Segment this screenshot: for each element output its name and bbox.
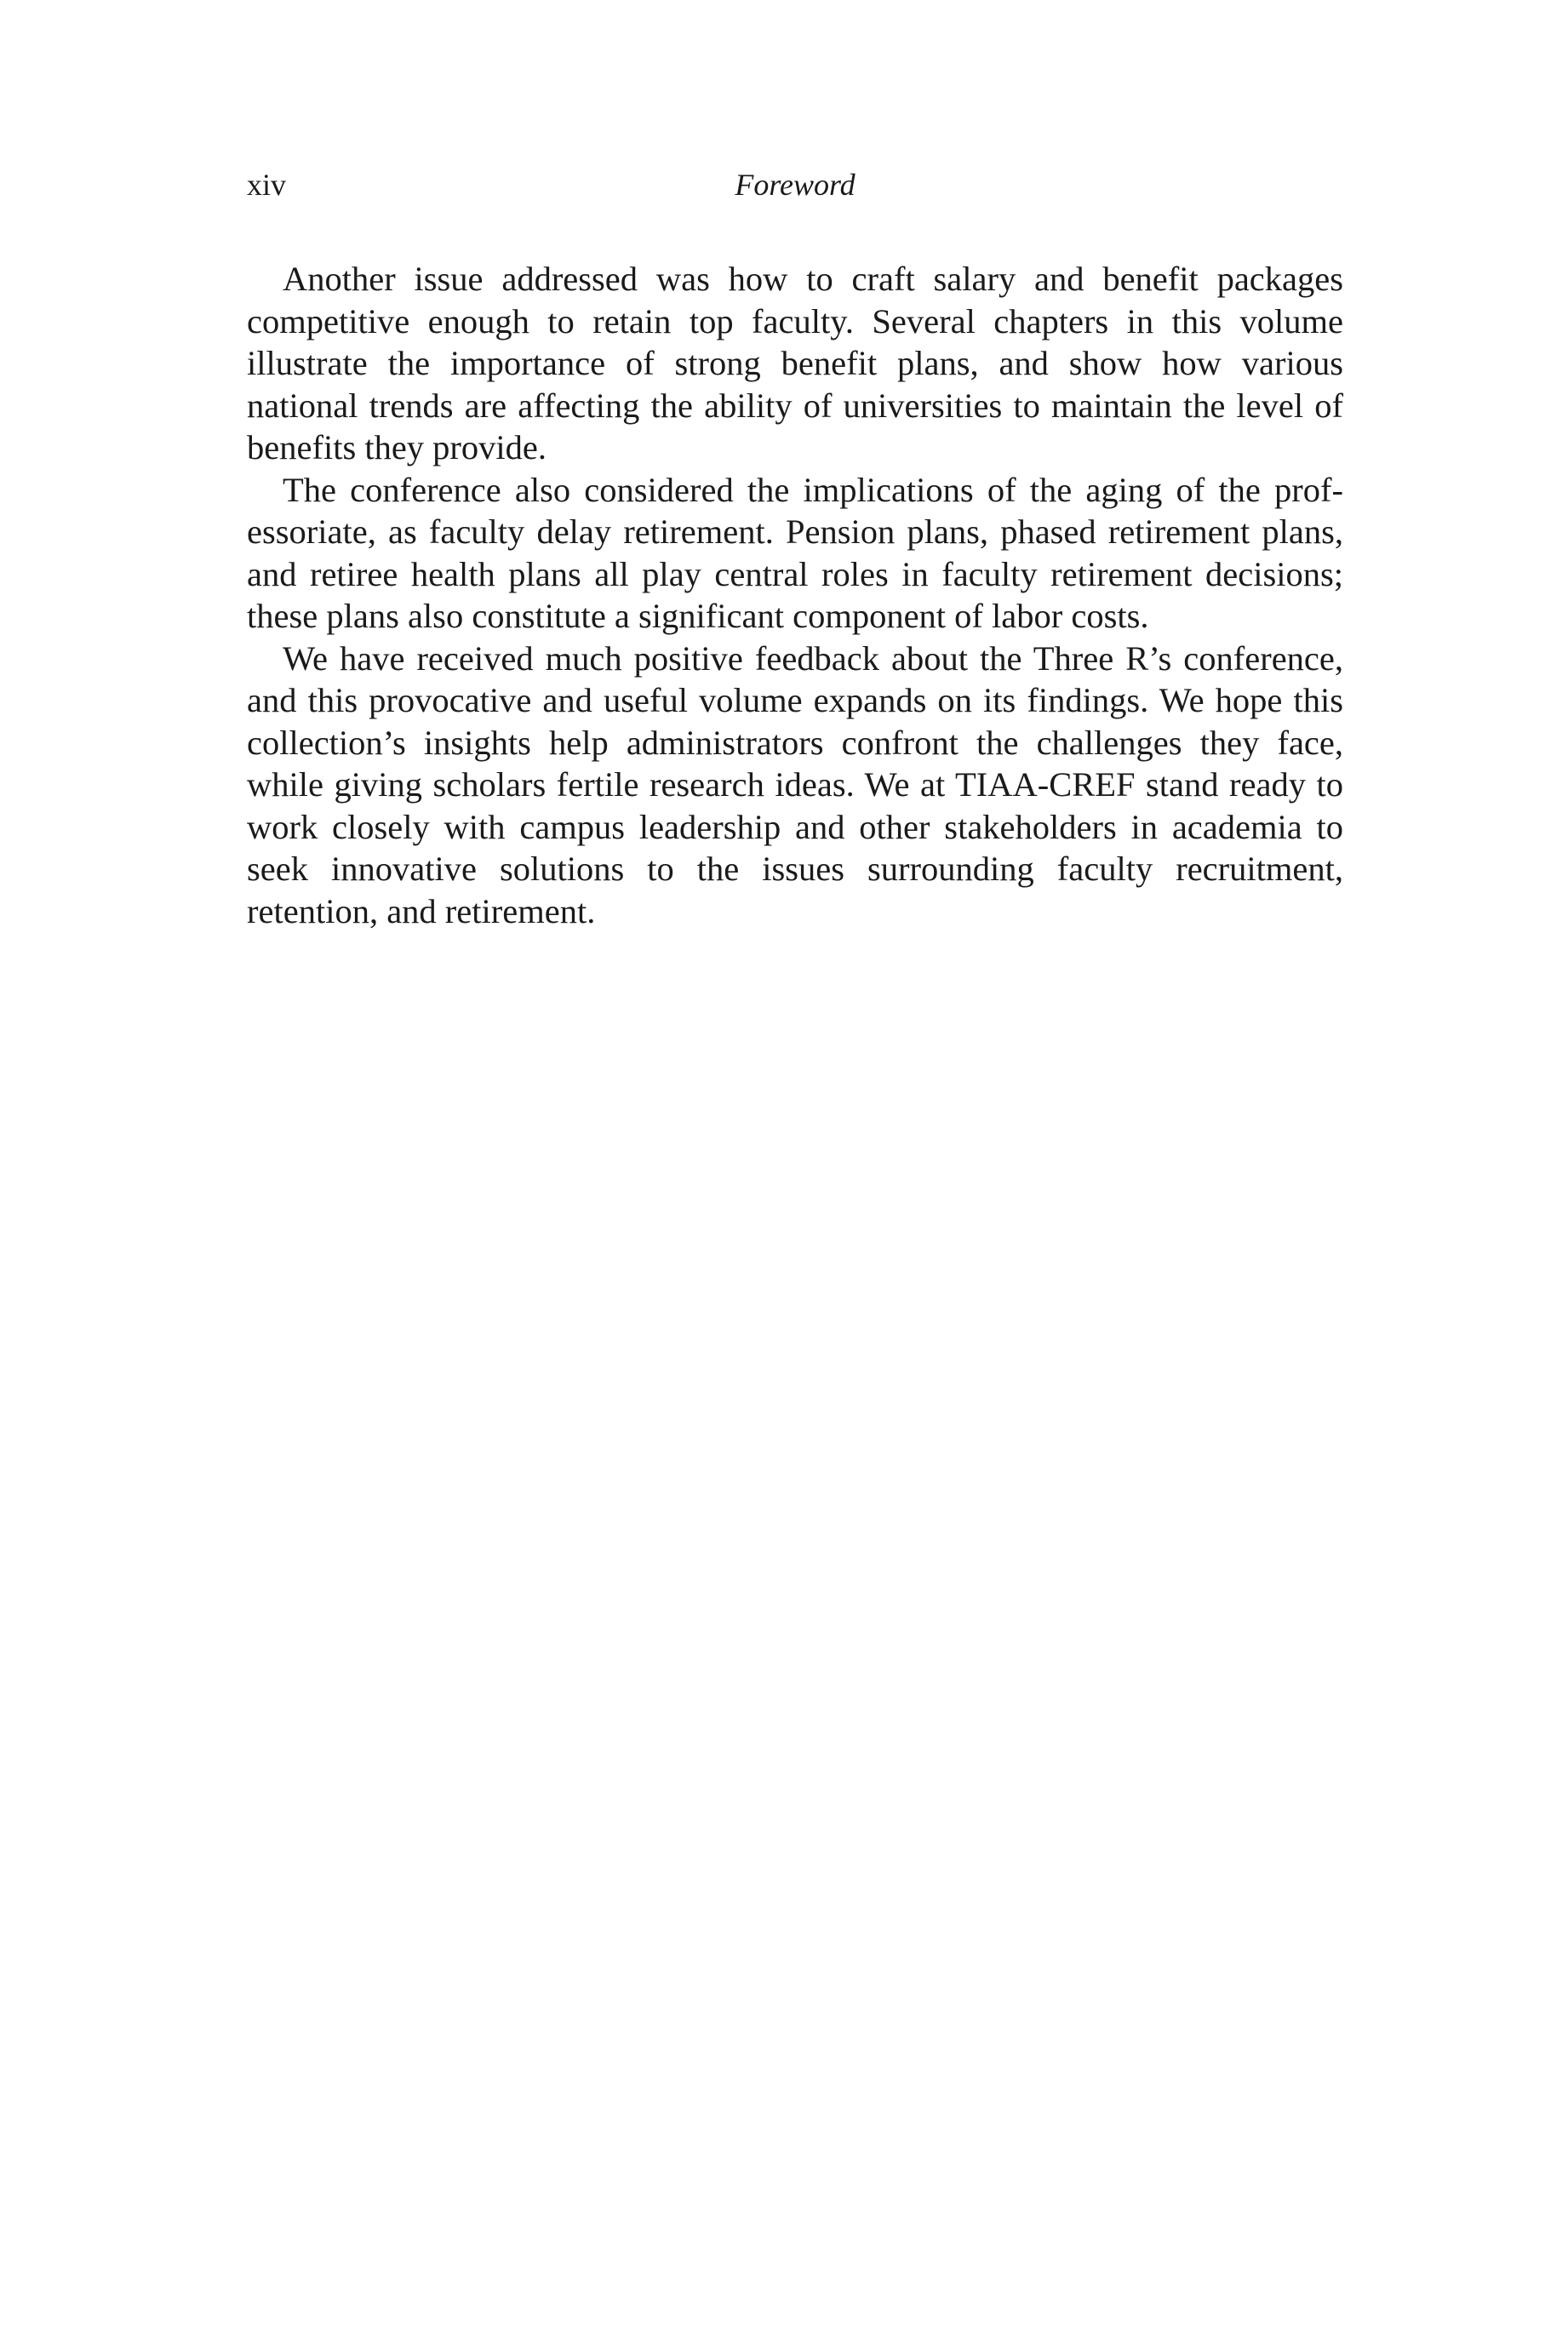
running-head: [247, 167, 1343, 218]
paragraph-conclusion: We have received much positive feedback about the Three R’s conference, and this provocative and useful volume expands on its findings. We hope this collection’s insights help administrators confront the challenges they face, while giving scholars fertile research ideas. We at TIAA-CREF stand ready to work closely with campus leadership and other stakeholders in academia to seek innovative solutions to the issues surrounding faculty recruitment, retention, and retirement.: [247, 638, 1343, 930]
book-page: [247, 167, 1343, 932]
page-number: xiv: [247, 168, 287, 202]
paragraph-retirement: The conference also considered the implications of the aging of the professoriate, as faculty delay retirement. Pension plans, phased retirement plans, and retiree health plans all play central roles in faculty retirement decisions; these plans also constitute a significant component of labor costs.: [247, 470, 1343, 635]
section-title: Foreword: [735, 168, 856, 202]
body-text: [247, 258, 1343, 932]
paragraph-benefits: Another issue addressed was how to craft salary and benefit packages competitive enough to retain top faculty. Several chapters in this volume illustrate the importance of strong benefit plans, and show how various national trends are affecting the ability of universities to maintain the level of benefits they provide.: [247, 260, 1343, 466]
